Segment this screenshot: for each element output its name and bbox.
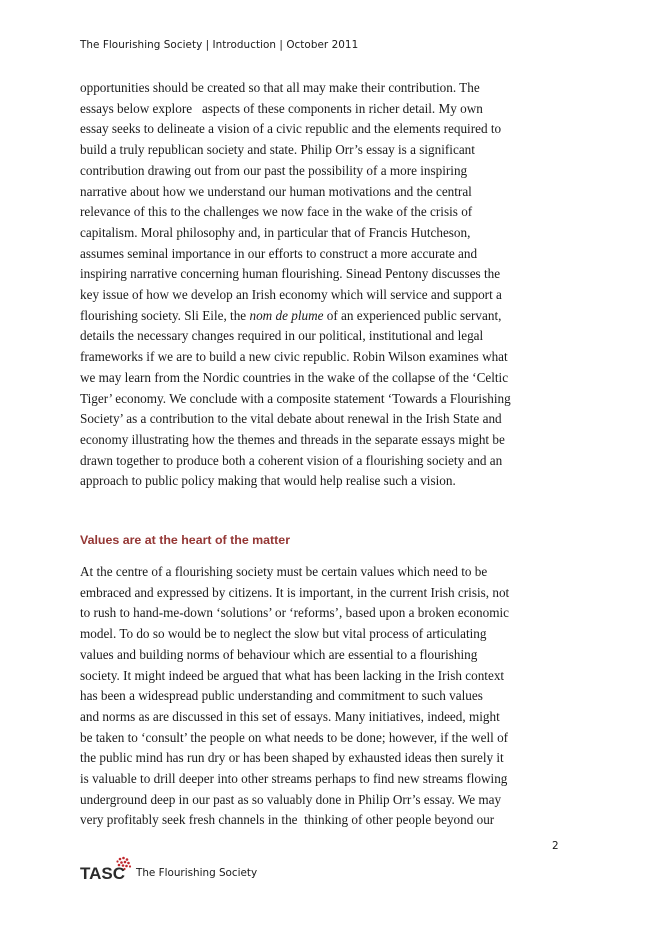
- section-heading: Values are at the heart of the matter: [80, 533, 291, 547]
- text-line: contribution drawing out from our past the possibility of a more inspiring: [80, 162, 468, 178]
- text-line: is valuable to drill deeper into other streams perhaps to find new streams flowing: [80, 771, 508, 787]
- text-line: to rush to hand-me-down ‘solutions’ or ‘reforms’, based upon a broken economic: [80, 605, 509, 621]
- text-line: frameworks if we are to build a new civic republic. Robin Wilson examines what: [80, 349, 508, 365]
- italic-phrase: nom de plume: [249, 307, 324, 323]
- text-line: economy illustrating how the themes and threads in the separate essays might be: [80, 431, 505, 447]
- running-header: The Flourishing Society | Introduction | October 2011: [80, 39, 359, 51]
- text-line: relevance of this to the challenges we now face in the wake of the crisis of: [80, 204, 473, 220]
- logo-wordmark: TASC: [80, 864, 126, 883]
- text-line: embraced and expressed by citizens. It is important, in the current Irish crisis, not: [80, 584, 510, 600]
- text-line: society. It might indeed be argued that what has been lacking in the Irish context: [80, 667, 505, 683]
- text-line: inspiring narrative concerning human flourishing. Sinead Pentony discusses the: [80, 266, 501, 282]
- text-line: we may learn from the Nordic countries in the wake of the collapse of the ‘Celtic: [80, 369, 509, 385]
- page-number: 2: [552, 840, 559, 852]
- text-line-with-italic: [80, 306, 564, 327]
- text-line: narrative about how we understand our human motivations and the central: [80, 183, 472, 199]
- text-line: approach to public policy making that would help realise such a vision.: [80, 473, 456, 489]
- text-line: assumes seminal importance in our efforts to construct a more accurate and: [80, 245, 478, 261]
- text-fragment: of an experienced public servant,: [323, 307, 502, 323]
- values-paragraph: [80, 562, 564, 831]
- text-line: and norms as are discussed in this set of essays. Many initiatives, indeed, might: [80, 708, 500, 724]
- tasc-logo: [80, 855, 140, 885]
- text-line: has been a widespread public understanding and commitment to such values: [80, 688, 483, 704]
- text-line: At the centre of a flourishing society must be certain values which need to be: [80, 564, 488, 579]
- intro-paragraph: [80, 78, 564, 492]
- text-line: drawn together to produce both a coherent vision of a flourishing society and an: [80, 452, 503, 468]
- text-line: model. To do so would be to neglect the slow but vital process of articulating: [80, 626, 487, 642]
- text-line: Tiger’ economy. We conclude with a composite statement ‘Towards a Flourishing: [80, 390, 511, 406]
- text-line: values and building norms of behaviour which are essential to a flourishing: [80, 646, 478, 662]
- footer-label: The Flourishing Society: [136, 867, 258, 879]
- text-line: opportunities should be created so that all may make their contribution. The: [80, 80, 480, 95]
- text-line: essay seeks to delineate a vision of a civic republic and the elements required to: [80, 121, 502, 137]
- text-line: underground deep in our past as so valuably done in Philip Orr’s essay. We may: [80, 791, 502, 807]
- text-line: be taken to ‘consult’ the people on what needs to be done; however, if the well of: [80, 729, 509, 745]
- text-line: build a truly republican society and state. Philip Orr’s essay is a significant: [80, 142, 475, 158]
- page-footer: [80, 855, 340, 885]
- text-line: the public mind has run dry or has been shaped by exhausted ideas then surely it: [80, 750, 504, 766]
- text-line: essays below explore aspects of these components in richer detail. My own: [80, 100, 483, 116]
- text-line: capitalism. Moral philosophy and, in particular that of Francis Hutcheson,: [80, 224, 471, 240]
- text-line: Society’ as a contribution to the vital debate about renewal in the Irish State and: [80, 411, 502, 427]
- text-fragment: flourishing society. Sli Eile, the: [80, 307, 250, 323]
- text-line: details the necessary changes required in our political, institutional and legal: [80, 328, 484, 344]
- text-line: key issue of how we develop an Irish economy which will service and support a: [80, 287, 502, 303]
- text-line: very profitably seek fresh channels in the thinking of other people beyond our: [80, 812, 495, 828]
